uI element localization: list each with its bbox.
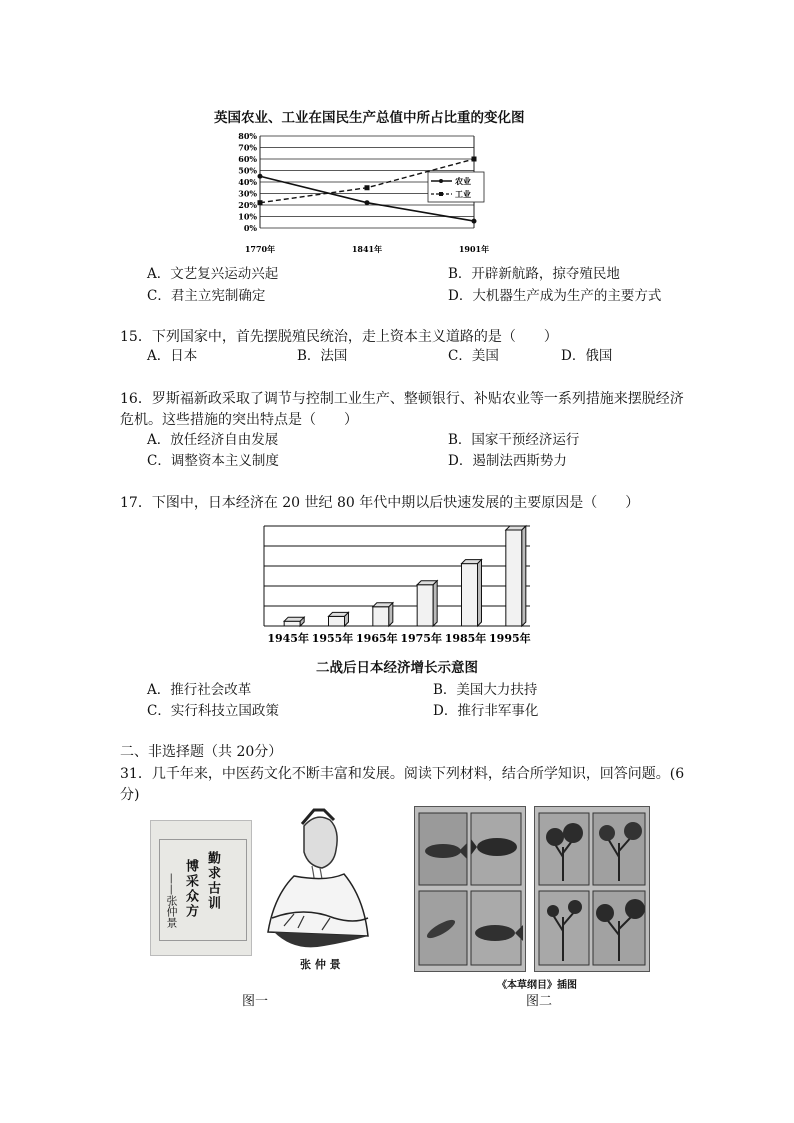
- legend-industry-marker: [439, 192, 443, 196]
- y-tick-label: 40%: [238, 177, 257, 187]
- q17-stem: 17．下图中，日本经济在 20 世纪 80 年代中期以后快速发展的主要原因是（ ）: [120, 495, 640, 511]
- bar-side: [433, 581, 437, 626]
- book-text-left: 博采众方: [183, 859, 198, 919]
- book-author: ——张仲景: [165, 873, 178, 928]
- figure2-caption: 《本草纲目》插图: [497, 980, 577, 991]
- q17-option-a: A．推行社会改革: [147, 682, 252, 698]
- book-text-right: 勤求古训: [205, 851, 220, 911]
- bar-side: [478, 560, 482, 626]
- q15-stem: 15．下列国家中，首先摆脱殖民统治，走上资本主义道路的是（ ）: [120, 329, 558, 345]
- q15-option-a: A．日本: [147, 348, 198, 364]
- q14-option-c: C．君主立宪制确定: [147, 288, 266, 304]
- agriculture-point: [365, 200, 370, 205]
- x-tick-label: 1995年: [489, 632, 531, 645]
- y-tick-label: 0%: [243, 223, 257, 233]
- book-cover-image: [150, 820, 252, 956]
- x-tick-label: 1841年: [351, 244, 383, 254]
- x-tick-label: 1945年: [267, 632, 309, 645]
- bar-side: [389, 603, 393, 626]
- q16-stem-line1: 16．罗斯福新政采取了调节与控制工业生产、整顿银行、补贴农业等一系列措施来摆脱经济: [120, 391, 684, 407]
- q16-option-c: C．调整资本主义制度: [147, 453, 279, 469]
- industry-point: [365, 185, 370, 190]
- q17-option-d: D．推行非军事化: [433, 703, 539, 719]
- industry-point: [258, 200, 263, 205]
- bar: [284, 621, 300, 626]
- q17-option-c: C．实行科技立国政策: [147, 703, 279, 719]
- plant-illustration-panel: [534, 806, 650, 972]
- x-tick-label: 1985年: [444, 632, 487, 645]
- bar: [462, 564, 478, 626]
- fish-illustration-panel: [414, 806, 526, 972]
- y-tick-label: 60%: [238, 154, 257, 164]
- x-tick-label: 1955年: [311, 632, 354, 645]
- x-tick-label: 1901年: [458, 244, 490, 254]
- legend-agriculture-label: 农业: [455, 176, 471, 186]
- x-tick-label: 1770年: [244, 244, 276, 254]
- y-tick-label: 30%: [238, 188, 257, 199]
- q15-option-c: C．美国: [448, 348, 499, 364]
- chart1-title: 英国农业、工业在国民生产总值中所占比重的变化图: [214, 110, 525, 126]
- q14-option-a: A．文艺复兴运动兴起: [147, 266, 279, 282]
- q16-stem-line2: 危机。这些措施的突出特点是（ ）: [120, 412, 358, 428]
- y-tick-label: 20%: [238, 200, 257, 210]
- bar-side: [522, 526, 526, 626]
- q15-option-b: B．法国: [297, 348, 348, 364]
- y-tick-label: 70%: [238, 142, 257, 153]
- q16-option-a: A．放任经济自由发展: [147, 432, 279, 448]
- section2-heading: 二、非选择题（共 20分）: [120, 744, 283, 760]
- q31-stem-line1: 31．几千年来，中医药文化不断丰富和发展。阅读下列材料，结合所学知识，回答问题。(6: [120, 766, 685, 782]
- figure1-label: 图一: [242, 994, 269, 1009]
- x-tick-label: 1975年: [400, 632, 442, 645]
- q14-option-b: B．开辟新航路，掠夺殖民地: [448, 266, 620, 282]
- legend-industry-label: 工业: [455, 189, 471, 199]
- portrait-caption: 张 仲 景: [300, 958, 341, 971]
- bar: [329, 616, 345, 626]
- industry-point: [472, 157, 477, 162]
- figure2-label: 图二: [526, 994, 553, 1009]
- bar-chart: [262, 518, 536, 650]
- legend-agriculture-marker: [439, 179, 443, 183]
- bar: [373, 607, 389, 626]
- q16-option-b: B．国家干预经济运行: [448, 432, 580, 448]
- y-tick-label: 10%: [238, 211, 257, 222]
- agriculture-point: [258, 174, 263, 179]
- x-tick-label: 1965年: [356, 632, 398, 645]
- q17-option-b: B．美国大力扶持: [433, 682, 538, 698]
- agriculture-point: [472, 219, 477, 224]
- bar: [506, 530, 522, 626]
- bar: [417, 585, 433, 626]
- y-tick-label: 80%: [238, 131, 257, 141]
- q14-option-d: D．大机器生产成为生产的主要方式: [448, 288, 662, 304]
- q31-stem-line2: 分): [120, 787, 140, 803]
- q15-option-d: D．俄国: [561, 348, 613, 364]
- zhang-zhongjing-portrait: [264, 806, 372, 971]
- line-chart: [228, 128, 528, 258]
- chart2-title: 二战后日本经济增长示意图: [316, 660, 478, 676]
- q16-option-d: D．遏制法西斯势力: [448, 453, 567, 469]
- y-tick-label: 50%: [238, 165, 257, 176]
